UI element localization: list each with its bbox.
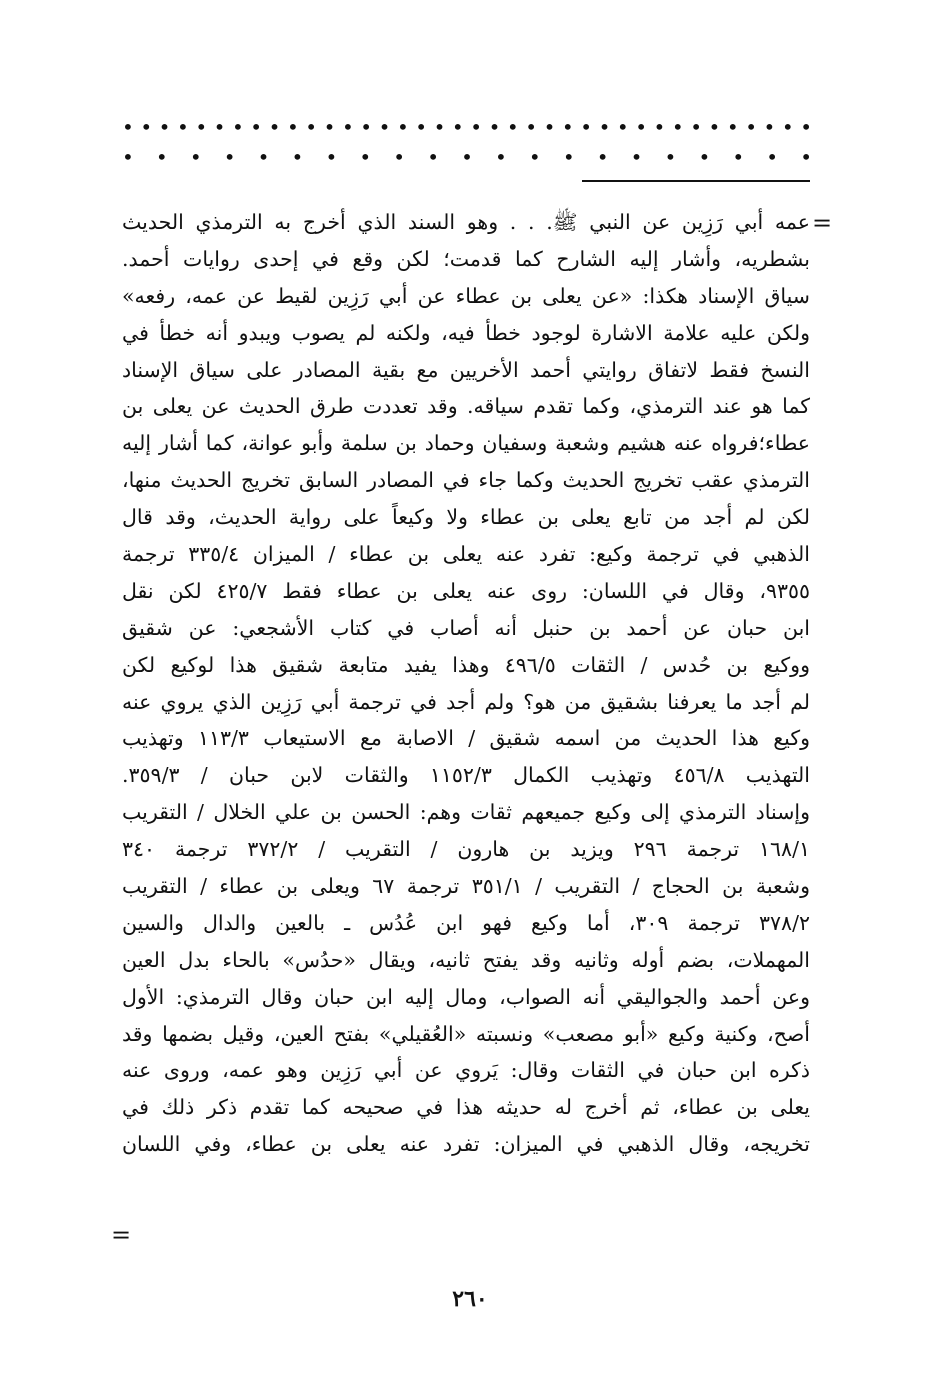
text-line: ١٦٨/١ ترجمة ٢٩٦ ويزيد بن هارون / التقريب / ٣٧٢/٢ ترجمة ٣٤٠ xyxy=(122,837,810,862)
text-line: بشطريه، وأشار إليه الشارح كما قدمت؛ لكن وقع في إحدى روايات أحمد. xyxy=(122,246,810,271)
text-line: وكيع هذا الحديث من اسمه شقيق / الاصابة مع الاستيعاب ١١٣/٣ وتهذيب xyxy=(122,726,810,751)
text-line: وإسناد الترمذي إلى وكيع جميعهم ثقات وهم: الحسن بن علي الخلال / التقريب xyxy=(122,800,810,825)
text-line: وعن أحمد والجواليقي أنه الصواب، ومال إليه ابن حبان وقال الترمذي: الأول xyxy=(122,984,810,1009)
continuation-marker-end: = xyxy=(110,1221,132,1249)
text-line: لكن لم أجد من تابع يعلى بن عطاء ولا وكيعاً على رواية الحديث، وقد قال xyxy=(122,505,810,530)
text-line: ٩٣٥٥، وقال في اللسان: روى عنه يعلى بن عطاء فقط ٤٢٥/٧ لكن نقل xyxy=(122,578,810,603)
header-dot-leader: • • • • • • • • • • • • • • • • • • • • • • • • • • • • • • • • • • • • • • • • • • • • • • • • • • • • • • • • • • • xyxy=(122,115,812,169)
text-line: المهملات، بضم أوله وثانيه وقد يفتح ثانيه، ويقال «حدُس» بالحاء بدل العين xyxy=(122,947,810,972)
text-line: عطاء؛فرواه عنه هشيم وشعبة وسفيان وحماد بن سلمة وأبو عوانة، كما أشار إليه xyxy=(122,431,810,456)
text-line: النسخ فقط لاتفاق روايتي أحمد الأخريين مع بقية المصادر على سياق الإسناد xyxy=(122,357,810,382)
footnote-separator-rule xyxy=(582,180,810,182)
continuation-marker-start: = xyxy=(812,209,833,237)
text-line: وشعبة بن الحجاج / التقريب / ٣٥١/١ ترجمة ٦٧ ويعلى بن عطاء / التقريب xyxy=(122,874,810,899)
text-line: سياق الإسناد هكذا: «عن يعلى بن عطاء عن أبي رَزِين لقيط عن عمه، رفعه» xyxy=(122,283,810,308)
text-line: ووكيع بن حُدس / الثقات ٤٩٦/٥ وهذا يفيد متابعة شقيق هذا لوكيع لكن xyxy=(122,652,810,677)
text-line: التهذيب ٤٥٦/٨ وتهذيب الكمال ١١٥٢/٣ والثقات لابن حبان / ٣٥٩/٣. xyxy=(122,763,810,788)
text-line: ولكن عليه علامة الاشارة لوجود خطأ فيه، ولكنه لم يصوب ويبدو أنه خطأ في xyxy=(122,320,810,345)
text-line: ٣٧٨/٢ ترجمة ٣٠٩، أما وكيع فهو ابن عُدُس ـ بالعين والدال والسين xyxy=(122,910,810,935)
text-line: عمه أبي رَزِين عن النبي ﷺ. . . وهو السند الذي أخرج به الترمذي الحديث xyxy=(122,210,810,234)
text-line: يعلى بن عطاء، ثم أخرج له حديثه هذا في صحيحه كما تقدم ذكر ذلك في xyxy=(122,1095,810,1120)
text-line: أصح، وكنية وكيع «أبو مصعب» ونسبته «العُقيلي» بفتح العين، وقيل بضمها وقد xyxy=(122,1021,810,1046)
text-line: تخريجه، وقال الذهبي في الميزان: تفرد عنه يعلى بن عطاء، وفي اللسان xyxy=(122,1132,810,1157)
text-line: ذكره ابن حبان في الثقات وقال: يَروي عن أبي رَزِين وهو عمه، وروى عنه xyxy=(122,1058,810,1083)
text-line: كما هو عند الترمذي، وكما تقدم سياقه. وقد تعددت طرق الحديث عن يعلى بن xyxy=(122,394,810,419)
text-line: الترمذي عقب تخريج الحديث وكما جاء في المصادر السابق تخريج الحديث منها، xyxy=(122,468,810,493)
text-line: ابن حبان عن أحمد بن حنبل أنه أصاب في كتاب الأشجعي: عن شقيق xyxy=(122,615,810,640)
text-line: لم أجد ما يعرفنا بشقيق من هو؟ ولم أجد في ترجمة أبي رَزِين الذي يروي عنه xyxy=(122,689,810,714)
page-number: ٢٦٠ xyxy=(452,1286,488,1312)
footnote-body xyxy=(122,204,810,1163)
text-line: الذهبي في ترجمة وكيع: تفرد عنه يعلى بن عطاء / الميزان ٣٣٥/٤ ترجمة xyxy=(122,542,810,567)
